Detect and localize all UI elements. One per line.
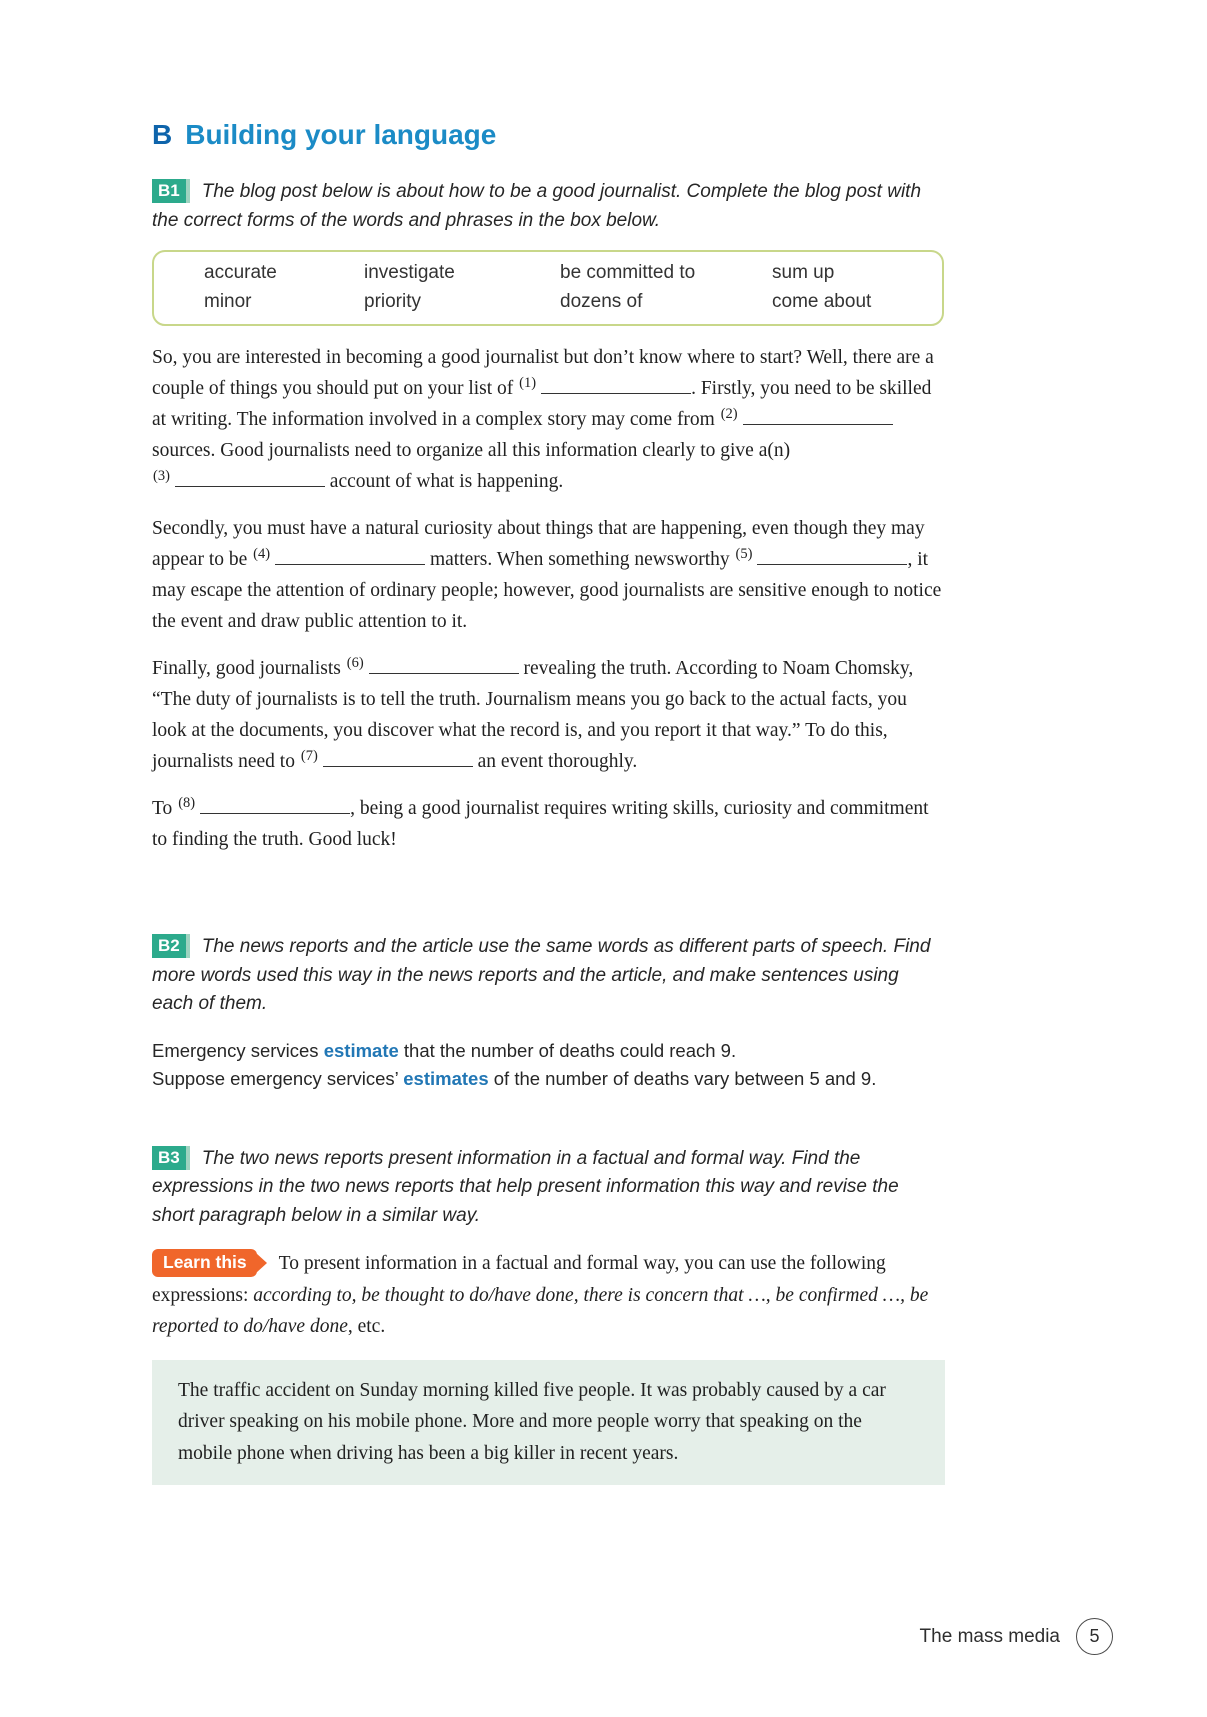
b3-instruction [152,1145,944,1231]
blog-paragraph: Secondly, you must have a natural curiosity about things that are happening, even though they may appear to be $^{(4)}$ matters. When something newsworthy $^{(5)}$ , it may escape the attention of ordinary people; however, good journalists are sensitive enough to notice the event and draw public attention to it. [152,518,942,632]
b1-instruction-text: The blog post below is about how to be a good journalist. Complete the blog post with the correct forms of the words and phrases in the box below. [152,181,922,231]
page-number: 5 [1089,1626,1100,1646]
b1-instruction [152,178,944,235]
word-box-item: minor [204,291,252,312]
fill-in-blank: (3) [152,471,325,492]
b3-instruction-text: The two news reports present information in a factual and formal way. Find the expressions in the two news reports that help present information this way and revise the short paragraph below in a similar way. [152,1147,899,1226]
learn-this-text: To present information in a factual and formal way, you can use the following expressions: according to, be thought to do/have done, there is concern that …, be confirmed …, be reported to do/have done, etc. [152,1253,929,1337]
word-box-item: dozens of [560,291,643,312]
page-content [152,118,944,1485]
word-box-item: priority [364,291,422,312]
word-box [152,250,944,326]
example-sentence: Emergency services estimate that the number of deaths could reach 9. [152,1039,737,1061]
b3-badge: B3 [152,1146,190,1170]
exercise-b2 [152,933,944,1093]
b1-badge: B1 [152,179,190,203]
highlighted-term: estimate [323,1039,399,1061]
fill-in-blank: (2) [720,409,893,430]
word-box-item: sum up [772,262,835,283]
b2-instruction [152,933,944,1019]
word-box-item: investigate [364,262,455,283]
fill-in-blank: (7) [300,751,473,772]
chapter-title: The mass media [919,1625,1060,1647]
blog-post [152,342,944,855]
fill-in-blank: (1) [518,378,691,399]
revise-paragraph-box [152,1360,945,1486]
page-title [152,118,944,152]
section-letter: B [152,119,173,150]
section-title: Building your language [185,119,497,150]
fill-in-blank: (4) [252,549,425,570]
word-box-item: be committed to [560,262,696,283]
learn-this-note [152,1248,944,1343]
exercise-b3 [152,1145,944,1486]
example-sentence: Suppose emergency services’ estimates of the number of deaths vary between 5 and 9. [152,1067,877,1089]
b2-instruction-text: The news reports and the article use the same words as different parts of speech. Find more words used this way in the news reports and the article, and make sentences using each of them. [152,936,931,1014]
learn-this-badge: Learn this [152,1249,257,1277]
page-number-circle [1076,1618,1113,1655]
blog-paragraph: Finally, good journalists $^{(6)}$ revealing the truth. According to Noam Chomsky, “The duty of journalists is to tell the truth. Journalism means you go back to the actual facts, you look at the documents, you discover what the record is, and you report it that way.” To do this, journalists need to $^{(7)}$ an event thoroughly. [152,655,914,772]
word-box-item: come about [772,291,872,312]
word-box-item: accurate [204,262,277,283]
blog-paragraph: To $^{(8)}$ , being a good journalist requires writing skills, curiosity and commitment to finding the truth. Good luck! [152,795,929,850]
fill-in-blank: (5) [735,549,908,570]
b2-badge: B2 [152,934,190,958]
b2-examples [152,1037,944,1093]
blog-paragraph: So, you are interested in becoming a good journalist but don’t know where to start? Well, there are a couple of things you should put on your list of $^{(1)}$ . Firstly, you need to be skilled at writing. The information involved in a complex story may come from $^{(2)}$ sources. Good journalists need to organize all this information clearly to give a(n) $^{(3)}$ account of what is happening. [152,347,934,492]
exercise-b1 [152,178,944,855]
revise-paragraph-text: The traffic accident on Sunday morning killed five people. It was probably caused by a car driver speaking on his mobile phone. More and more people worry that speaking on the mobile phone when driving has been a big killer in recent years. [178,1379,886,1464]
page-footer [920,1618,1113,1655]
fill-in-blank: (8) [177,798,350,819]
fill-in-blank: (6) [346,658,519,679]
highlighted-term: estimates [403,1067,489,1089]
